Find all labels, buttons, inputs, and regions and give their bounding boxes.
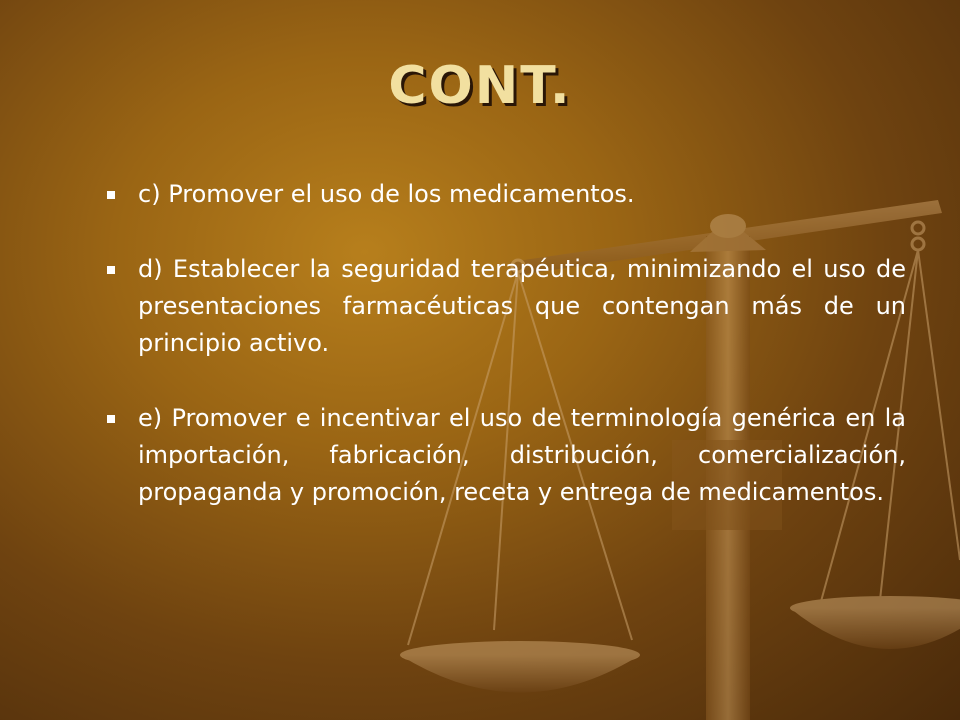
bullet-text: c) Promover el uso de los medicamentos.	[138, 180, 635, 208]
slide-title: CONT.	[388, 56, 572, 116]
square-bullet-icon	[107, 415, 115, 423]
bullet-list	[104, 176, 906, 549]
bullet-item	[104, 400, 906, 511]
square-bullet-icon	[107, 266, 115, 274]
bullet-item	[104, 251, 906, 362]
square-bullet-icon	[107, 191, 115, 199]
bullet-text: d) Establecer la seguridad terapéutica, minimizando el uso de presentaciones farmacéuticas que contengan más de un principio activo.	[138, 255, 906, 357]
bullet-text: e) Promover e incentivar el uso de terminología genérica en la importación, fabricación, distribución, comercialización, propaganda y promoción, receta y entrega de medicamentos.	[138, 404, 906, 506]
bullet-item	[104, 176, 906, 213]
